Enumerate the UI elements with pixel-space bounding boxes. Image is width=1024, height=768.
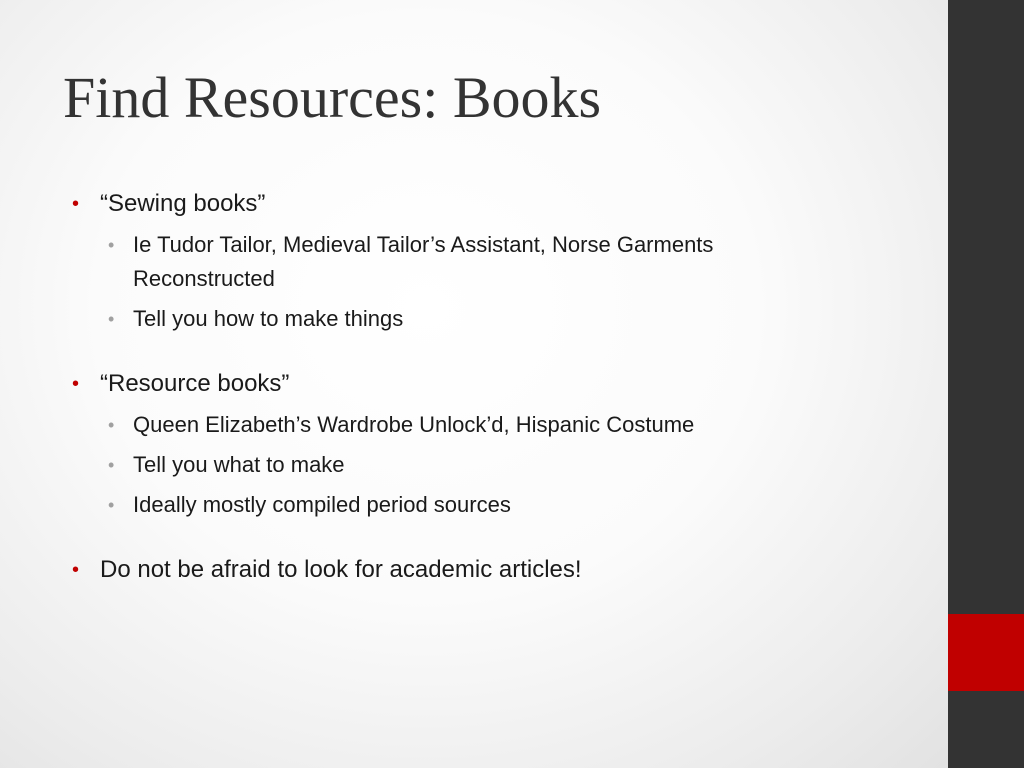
sub-bullet-item [70,488,830,522]
bullet-text: “Resource books” [100,370,290,397]
sub-bullet-icon: • [108,309,115,329]
bullet-icon: • [72,559,80,581]
sidebar-bar [948,0,1024,768]
sub-bullet-icon: • [108,235,115,255]
slide-title: Find Resources: Books [63,65,602,130]
sub-bullet-icon: • [108,455,115,475]
sub-bullet-text: Queen Elizabeth’s Wardrobe Unlock’d, Hispanic Costume [133,412,695,437]
sidebar-accent-block [948,614,1024,691]
sub-bullet-text: Ie Tudor Tailor, Medieval Tailor’s Assistant, Norse Garments Reconstructed [133,232,714,291]
bullet-text: “Sewing books” [100,190,266,217]
bullet-text: Do not be afraid to look for academic articles! [100,556,582,583]
sub-bullet-icon: • [108,415,115,435]
sub-bullet-item [70,302,830,336]
bullet-item-academic-articles [70,552,830,588]
sub-bullet-item [70,448,830,482]
sub-bullet-text: Tell you how to make things [133,306,404,331]
sub-bullet-item [70,408,830,442]
bullet-icon: • [72,193,80,215]
sub-bullet-item [70,228,830,296]
sub-bullet-icon: • [108,495,115,515]
sub-bullet-text: Ideally mostly compiled period sources [133,492,511,517]
bullet-icon: • [72,373,80,395]
bullet-list [70,186,830,588]
bullet-item-sewing-books [70,186,830,222]
bullet-item-resource-books [70,366,830,402]
sub-bullet-text: Tell you what to make [133,452,345,477]
